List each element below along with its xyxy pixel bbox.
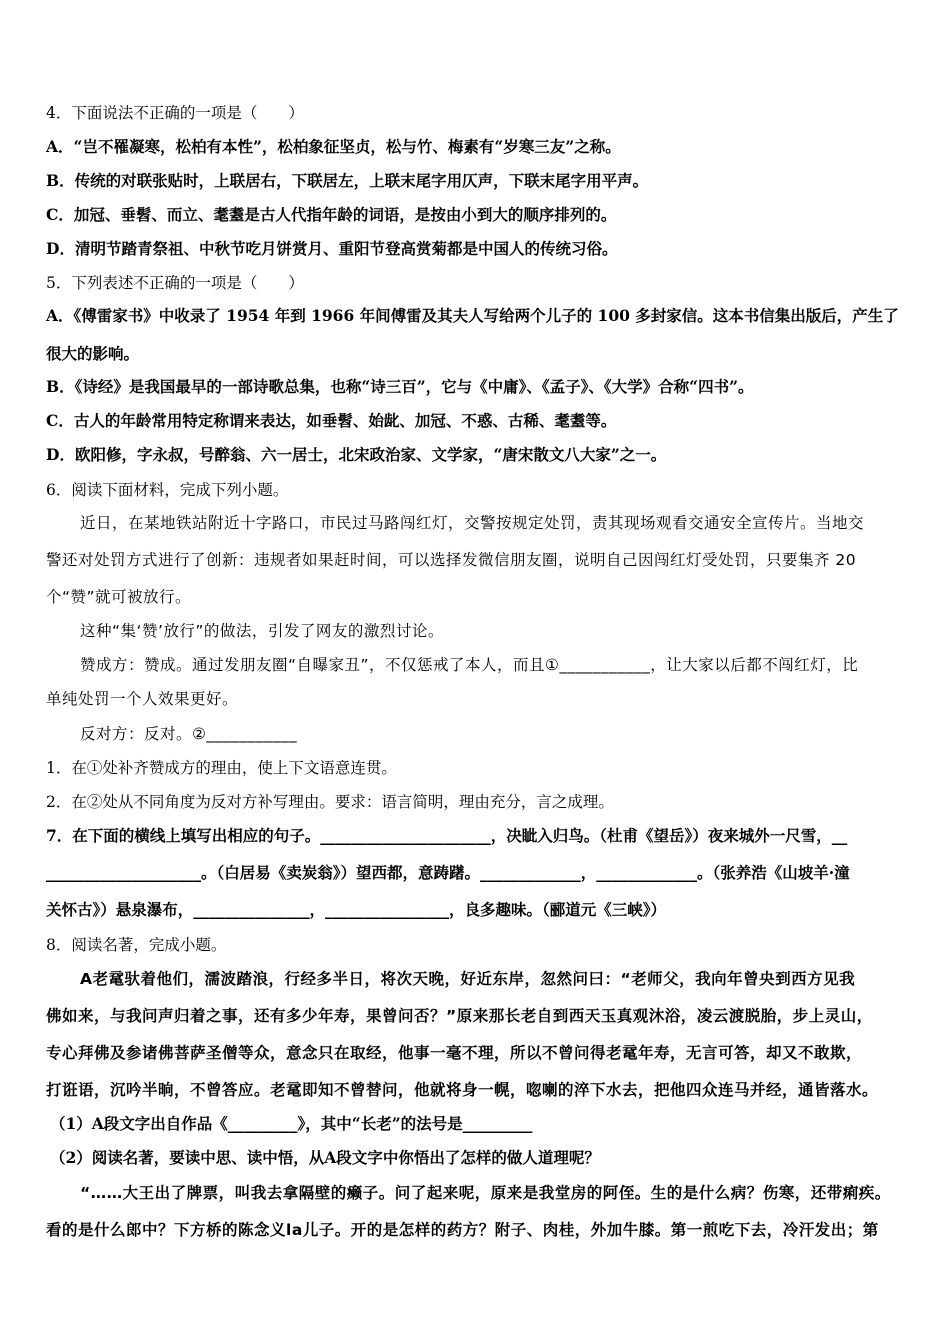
q8-subquestion-2: （2）阅读名著，要读中思、读中悟，从A段文字中你悟出了怎样的做人道理呢？ — [50, 1148, 600, 1167]
q4-option-c: C．加冠、垂髫、而立、耄耋是古人代指年龄的词语，是按由小到大的顺序排列的。 — [46, 205, 617, 224]
q8-passage-line: “……大王出了牌票，叫我去拿隔壁的癞子。问了起来呢，原来是我堂房的阿侄。生的是什么病？伤寒，还带痢疾。 — [80, 1184, 891, 1202]
q5-option-a-line2: 很大的影响。 — [46, 344, 140, 363]
q8-passage-line: A老鼋驮着他们，濡波踏浪，行经多半日，将次天晚，好近东岸，忽然问曰：“老师父，我向年曾央到西方见我 — [80, 970, 856, 988]
q5-option-d: D．欧阳修，字永叔，号醉翁、六一居士，北宋政治家、文学家，“唐宋散文八大家”之一。 — [46, 445, 667, 464]
q8-stem: 8．阅读名著，完成小题。 — [46, 936, 227, 954]
q6-passage-line: 近日，在某地铁站附近十字路口，市民过马路闯红灯，交警按规定处罚，责其现场观看交通安全宣传片。当地交 — [80, 514, 865, 532]
q5-option-a-line1: A．《傅雷家书》中收录了 1954 年到 1966 年间傅雷及其夫人写给两个儿子的 100 多封家信。这本书信集出版后，产生了 — [46, 306, 899, 325]
q8-passage-line: 看的是什么郎中？下方桥的陈念义la儿子。开的是怎样的药方？附子、肉桂，外加牛膝。第一煎吃下去，冷汗发出；第 — [46, 1221, 879, 1239]
q4-option-b: B．传统的对联张贴时，上联居右，下联居左，上联末尾字用仄声，下联末尾字用平声。 — [46, 171, 649, 190]
q5-option-c: C．古人的年龄常用特定称谓来表达，如垂髫、始龀、加冠、不惑、古稀、耄耋等。 — [46, 411, 617, 430]
q6-subquestion-1: 1．在①处补齐赞成方的理由，使上下文语意连贯。 — [46, 759, 397, 777]
q6-passage-line: 反对方：反对。②___________ — [80, 725, 298, 743]
q6-passage-line: 单纯处罚一个人效果更好。 — [46, 690, 239, 708]
q5-option-b: B．《诗经》是我国最早的一部诗歌总集，也称“诗三百”，它与《中庸》、《孟子》、《大学》合称“四书”。 — [46, 377, 754, 396]
q6-passage-line: 赞成方：赞成。通过发朋友圈“自曝家丑”，不仅惩戒了本人，而且①___________，让大家以后都不闯红灯，比 — [80, 656, 859, 674]
q6-subquestion-2: 2．在②处从不同角度为反对方补写理由。要求：语言简明，理由充分，言之成理。 — [46, 793, 614, 811]
q6-passage-line: 个“赞”就可被放行。 — [46, 588, 192, 606]
q8-passage-line: 打诳语，沉吟半晌，不曾答应。老鼋即知不曾替问，他就将身一幌，唿喇的淬下水去，把他四众连马并经，通皆落水。 — [46, 1081, 879, 1099]
q6-stem: 6．阅读下面材料，完成下列小题。 — [46, 481, 289, 499]
q7-line1: 7．在下面的横线上填写出相应的句子。______________________，决眦入归鸟。（杜甫《望岳》）夜来城外一尺雪，__ — [46, 826, 848, 845]
q8-passage-line: 佛如来，与我问声归着之事，还有多少年寿，果曾问否？”原来那长老自到西天玉真观沐浴，凌云渡脱胎，步上灵山， — [46, 1007, 873, 1025]
q5-stem: 5．下列表述不正确的一项是（ ） — [46, 274, 304, 292]
q7-line2: ____________________。（白居易《卖炭翁》）望西都，意踌躇。_____________，_____________。（张养浩《山坡羊·潼 — [46, 863, 850, 882]
q4-option-d: D．清明节踏青祭祖、中秋节吃月饼赏月、重阳节登高赏菊都是中国人的传统习俗。 — [46, 239, 618, 258]
q4-stem: 4．下面说法不正确的一项是（ ） — [46, 104, 304, 122]
q4-option-a: A．“岂不罹凝寒，松柏有本性”，松柏象征坚贞，松与竹、梅素有“岁寒三友”之称。 — [46, 137, 621, 156]
q7-line3: 关怀古》）悬泉瀑布，_______________，________________，良多趣味。（郦道元《三峡》） — [46, 900, 667, 919]
q8-passage-line: 专心拜佛及参诸佛菩萨圣僧等众，意念只在取经，他事一毫不理，所以不曾问得老鼋年寿，无言可答，却又不敢欺， — [46, 1044, 863, 1062]
q6-passage-line: 这种“集‘赞’放行”的做法，引发了网友的激烈讨论。 — [80, 622, 444, 640]
q8-subquestion-1: （1）A段文字出自作品《_________》，其中“长老”的法号是_________ — [50, 1114, 533, 1133]
q6-passage-line: 警还对处罚方式进行了创新：违规者如果赶时间，可以选择发微信朋友圈，说明自己因闯红灯受处罚，只要集齐 20 — [46, 551, 857, 569]
